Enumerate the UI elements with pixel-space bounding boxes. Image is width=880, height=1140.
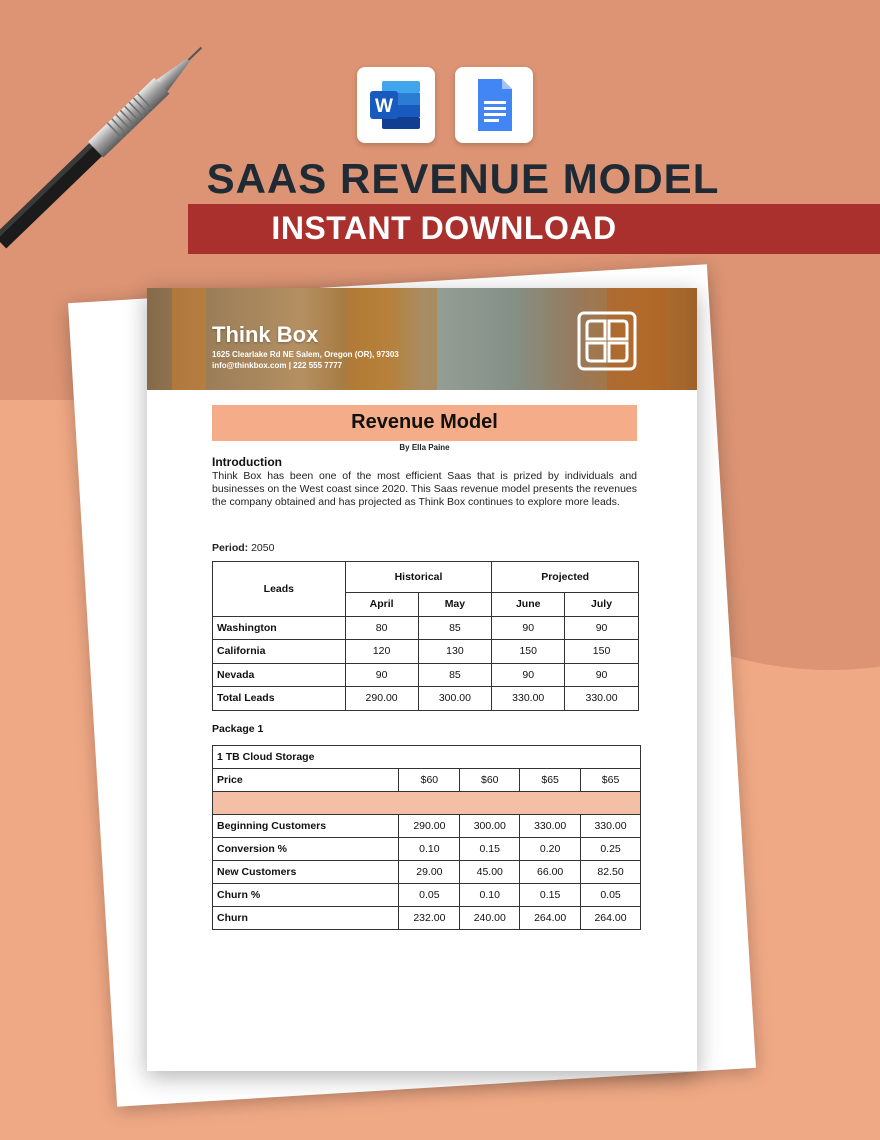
svg-text:W: W [375, 96, 393, 117]
table-cell: 240.00 [460, 907, 520, 930]
table-cell: 90 [492, 616, 565, 640]
table-cell: 90 [565, 663, 639, 687]
table-cell: 120 [345, 640, 418, 664]
row-label: Churn [213, 907, 399, 930]
table-cell: 130 [418, 640, 492, 664]
word-icon [366, 75, 426, 135]
document-title: Revenue Model [212, 405, 637, 441]
intro-heading: Introduction [212, 455, 282, 469]
google-docs-app-icon[interactable] [455, 67, 533, 143]
price-cell: $65 [581, 769, 641, 792]
company-address: 1625 Clearlake Rd NE Salem, Oregon (OR), 97303 [212, 350, 399, 359]
table-cell: 232.00 [399, 907, 460, 930]
month-header: July [565, 593, 639, 617]
table-cell: 290.00 [399, 815, 460, 838]
table-cell: 0.05 [399, 884, 460, 907]
table-row [213, 663, 639, 687]
package-label: Package 1 [212, 723, 264, 735]
table-cell: 45.00 [460, 861, 520, 884]
price-cell: $60 [399, 769, 460, 792]
period-value: 2050 [248, 542, 275, 554]
table-cell: 330.00 [565, 687, 639, 711]
table-row [213, 769, 641, 792]
package-table [212, 745, 641, 930]
company-name: Think Box [212, 322, 319, 347]
table-cell: 66.00 [520, 861, 581, 884]
table-row [213, 838, 641, 861]
table-cell: 0.25 [581, 838, 641, 861]
table-row [213, 884, 641, 907]
projected-group-header: Projected [492, 562, 639, 593]
google-docs-icon [464, 75, 524, 135]
table-cell: 80 [345, 616, 418, 640]
promo-headline: SAAS REVENUE MODEL [206, 155, 720, 202]
table-cell: 0.05 [581, 884, 641, 907]
table-cell: 0.10 [399, 838, 460, 861]
row-label: New Customers [213, 861, 399, 884]
row-label: Price [213, 769, 399, 792]
table-cell: 290.00 [345, 687, 418, 711]
table-cell: 85 [418, 663, 492, 687]
table-cell: 90 [565, 616, 639, 640]
table-row [213, 792, 641, 815]
table-cell: 150 [492, 640, 565, 664]
table-cell: 330.00 [492, 687, 565, 711]
document-page [147, 288, 697, 1071]
table-cell: 90 [345, 663, 418, 687]
row-label: Churn % [213, 884, 399, 907]
table-cell: 330.00 [581, 815, 641, 838]
table-row [213, 616, 639, 640]
month-header: May [418, 593, 492, 617]
table-cell: 300.00 [418, 687, 492, 711]
table-cell: 0.15 [520, 884, 581, 907]
table-cell: 0.15 [460, 838, 520, 861]
month-header: April [345, 593, 418, 617]
month-header: June [492, 593, 565, 617]
price-cell: $65 [520, 769, 581, 792]
table-cell: 90 [492, 663, 565, 687]
table-cell: 150 [565, 640, 639, 664]
document-header [147, 288, 697, 390]
table-cell: 0.20 [520, 838, 581, 861]
table-row [213, 640, 639, 664]
period-line [212, 542, 274, 554]
download-banner[interactable] [188, 204, 880, 254]
table-cell: 264.00 [581, 907, 641, 930]
price-cell: $60 [460, 769, 520, 792]
historical-group-header: Historical [345, 562, 492, 593]
row-label: California [213, 640, 346, 664]
table-cell: 82.50 [581, 861, 641, 884]
row-label: Washington [213, 616, 346, 640]
table-cell: 29.00 [399, 861, 460, 884]
table-row [213, 815, 641, 838]
row-label: Total Leads [213, 687, 346, 711]
table-row [213, 907, 641, 930]
separator-band [213, 792, 641, 815]
company-logo-icon [577, 311, 637, 371]
leads-corner-header: Leads [213, 562, 346, 617]
table-cell: 300.00 [460, 815, 520, 838]
table-row [213, 687, 639, 711]
download-banner-label: INSTANT DOWNLOAD [271, 210, 617, 246]
table-cell: 330.00 [520, 815, 581, 838]
table-cell: 264.00 [520, 907, 581, 930]
table-row [213, 746, 641, 769]
row-label: Conversion % [213, 838, 399, 861]
period-label: Period: [212, 542, 249, 554]
leads-table [212, 561, 639, 711]
word-app-icon[interactable] [357, 67, 435, 143]
intro-paragraph: Think Box has been one of the most efficient Saas that is prized by individuals and businesses on the West coast since 2020. This Saas revenue model presents the revenues the company obtained and has projected as Think Box continues to explore more leads. [212, 470, 637, 508]
document-author: By Ella Paine [399, 443, 450, 452]
table-cell: 0.10 [460, 884, 520, 907]
company-contact: info@thinkbox.com | 222 555 7777 [212, 361, 343, 370]
row-label: Beginning Customers [213, 815, 399, 838]
package-name: 1 TB Cloud Storage [213, 746, 641, 769]
row-label: Nevada [213, 663, 346, 687]
table-cell: 85 [418, 616, 492, 640]
table-row [213, 861, 641, 884]
